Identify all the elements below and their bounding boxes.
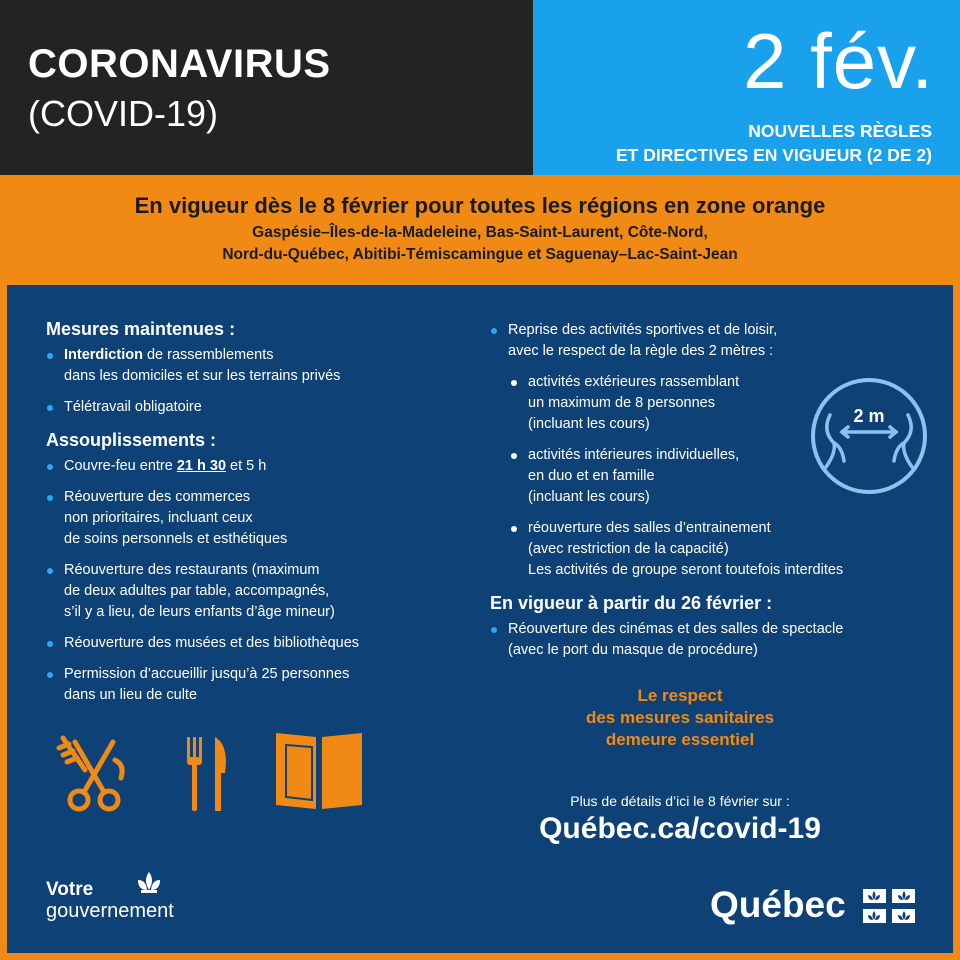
curfew-time: 21 h 30 (176, 458, 227, 474)
item-text: (avec restriction de la capacité) (528, 541, 729, 557)
item-text: Réouverture des cinémas et des salles de spectacle (508, 621, 844, 637)
item-text: Permission d’accueillir jusqu’à 25 personnes (64, 666, 350, 682)
item-text: dans les domiciles et sur les terrains privés (64, 368, 341, 384)
feb26-heading: En vigueur à partir du 26 février : (490, 593, 773, 613)
date-label: 2 fév. (743, 17, 934, 105)
item-text: Réouverture des musées et des bibliothèques (64, 635, 360, 651)
list-item (46, 633, 466, 654)
gouvernement-label: gouvernement (46, 900, 174, 922)
fork-knife-icon (183, 735, 233, 813)
quebec-flag-icon (863, 889, 915, 923)
regions-line-1: Gaspésie–Îles-de-la-Madeleine, Bas-Saint-Laurent, Côte-Nord, (252, 224, 708, 241)
item-text: (incluant les cours) (528, 416, 650, 432)
reminder-line: des mesures sanitaires (585, 708, 775, 727)
emphasis: Interdiction (64, 347, 143, 363)
item-text: Les activités de groupe seront toutefois interdites (528, 562, 844, 578)
item-text: un maximum de 8 personnes (528, 395, 715, 411)
item-text: dans un lieu de culte (64, 687, 198, 703)
distance-label: 2 m (853, 406, 885, 426)
item-text: de deux adultes par table, accompagnés, (64, 583, 330, 599)
rules-line-1: NOUVELLES RÈGLES (748, 121, 932, 141)
scissors-comb-icon (55, 730, 135, 815)
item-text: Réouverture des commerces (64, 489, 251, 505)
item-text: non prioritaires, incluant ceux (64, 510, 253, 526)
reminder-line: demeure essentiel (605, 730, 755, 749)
page-title: CORONAVIRUS (28, 42, 331, 86)
item-text: en duo et en famille (528, 468, 655, 484)
list-item (46, 397, 466, 418)
fleur-de-lis-icon (134, 870, 164, 900)
regions-line-2: Nord-du-Québec, Abitibi-Témiscamingue et Saguenay–Lac-Saint-Jean (222, 246, 738, 263)
item-text: réouverture des salles d’entrainement (528, 520, 771, 536)
list-item (46, 664, 466, 706)
website-link[interactable]: Québec.ca/covid-19 (539, 812, 821, 845)
item-text: et 5 h (226, 458, 267, 474)
item-text: (incluant les cours) (528, 489, 650, 505)
details-caption: Plus de détails d’ici le 8 février sur : (570, 793, 790, 809)
list-item (490, 320, 940, 362)
rules-caption (616, 119, 932, 167)
item-text: avec le respect de la règle des 2 mètres : (508, 343, 774, 359)
item-text: de rassemblements (142, 347, 274, 363)
regions-list (0, 222, 960, 266)
item-text: Réouverture des restaurants (maximum (64, 562, 320, 578)
reminder-line: Le respect (637, 686, 723, 705)
relaxation-heading: Assouplissements : (46, 430, 217, 450)
item-text: Couvre-feu entre (64, 458, 177, 474)
item-text: activités intérieures individuelles, (528, 447, 740, 463)
list-item (46, 487, 466, 550)
page-subtitle: (COVID-19) (28, 93, 219, 134)
votre-label: Votre (46, 879, 94, 900)
list-item (46, 456, 466, 477)
item-text: s’il y a lieu, de leurs enfants d’âge mineur) (64, 604, 335, 620)
list-item (510, 518, 940, 581)
list-item (490, 619, 940, 661)
reminder-text (520, 685, 840, 751)
header-dark-block (0, 0, 533, 175)
item-text: activités extérieures rassemblant (528, 374, 740, 390)
quebec-logo-text: Québec (710, 884, 846, 925)
book-icon (272, 727, 366, 813)
list-item (46, 560, 466, 623)
maintained-heading: Mesures maintenues : (46, 319, 236, 339)
item-text: Reprise des activités sportives et de loisir, (508, 322, 778, 338)
list-item (46, 345, 466, 387)
two-meter-distance-icon (808, 375, 930, 497)
rules-line-2: ET DIRECTIVES EN VIGUEUR (2 DE 2) (615, 145, 932, 165)
item-text: de soins personnels et esthétiques (64, 531, 288, 547)
left-column (46, 317, 466, 716)
item-text: (avec le port du masque de procédure) (508, 642, 758, 658)
band-title: En vigueur dès le 8 février pour toutes les régions en zone orange (134, 193, 826, 218)
item-text: Télétravail obligatoire (64, 399, 202, 415)
